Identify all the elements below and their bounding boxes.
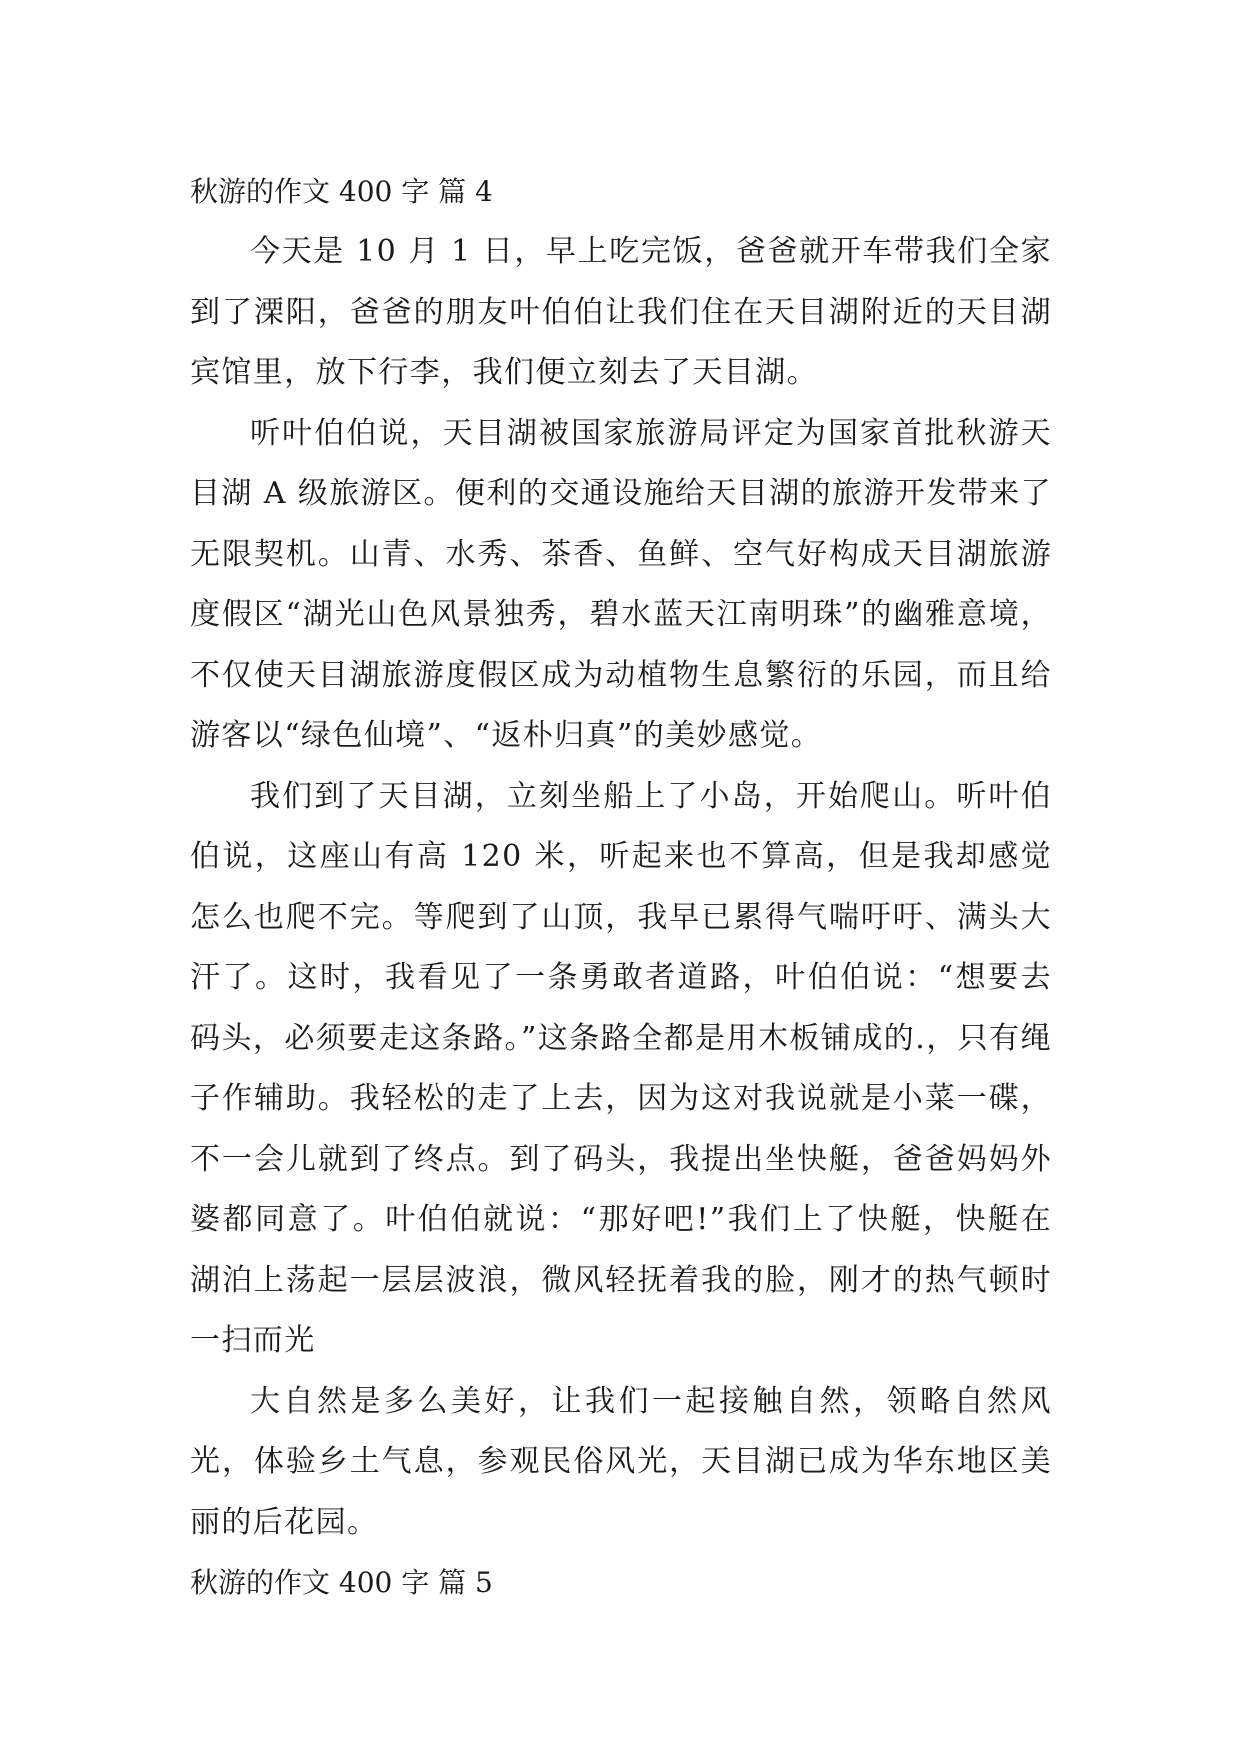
paragraph-1: 今天是 10 月 1 日，早上吃完饭，爸爸就开车带我们全家到了溧阳，爸爸的朋友叶伯伯让我们住在天目湖附近的天目湖宾馆里，放下行李，我们便立刻去了天目湖。 [190, 234, 1052, 390]
paragraph-3: 我们到了天目湖，立刻坐船上了小岛，开始爬山。听叶伯伯说，这座山有高 120 米，听起来也不算高，但是我却感觉怎么也爬不完。等爬到了山顶，我早已累得气喘吁吁、满头大汗了。这时，我看见了一条勇敢者道路，叶伯伯说：“想要去码头，必须要走这条路。”这条路全都是用木板铺成的.，只有绳子作辅助。我轻松的走了上去，因为这对我说就是小菜一碟，不一会儿就到了终点。到了码头，我提出坐快艇，爸爸妈妈外婆都同意了。叶伯伯就说：“那好吧!”我们上了快艇，快艇在湖泊上荡起一层层波浪，微风轻抚着我的脸，刚才的热气顿时一扫而光 [190, 778, 1052, 1358]
paragraph-4: 大自然是多么美好，让我们一起接触自然，领略自然风光，体验乡土气息，参观民俗风光，天目湖已成为华东地区美丽的后花园。 [190, 1383, 1052, 1540]
section-heading-4: 秋游的作文 400 字 篇 4 [190, 175, 493, 208]
document-body [190, 162, 1052, 1613]
section-heading-5: 秋游的作文 400 字 篇 5 [190, 1566, 493, 1599]
paragraph-2: 听叶伯伯说，天目湖被国家旅游局评定为国家首批秋游天目湖 A 级旅游区。便利的交通设施给天目湖的旅游开发带来了无限契机。山青、水秀、茶香、鱼鲜、空气好构成天目湖旅游度假区“湖光山色风景独秀，碧水蓝天江南明珠”的幽雅意境，不仅使天目湖旅游度假区成为动植物生息繁衍的乐园，而且给游客以“绿色仙境”、“返朴归真”的美妙感觉。 [190, 415, 1052, 753]
